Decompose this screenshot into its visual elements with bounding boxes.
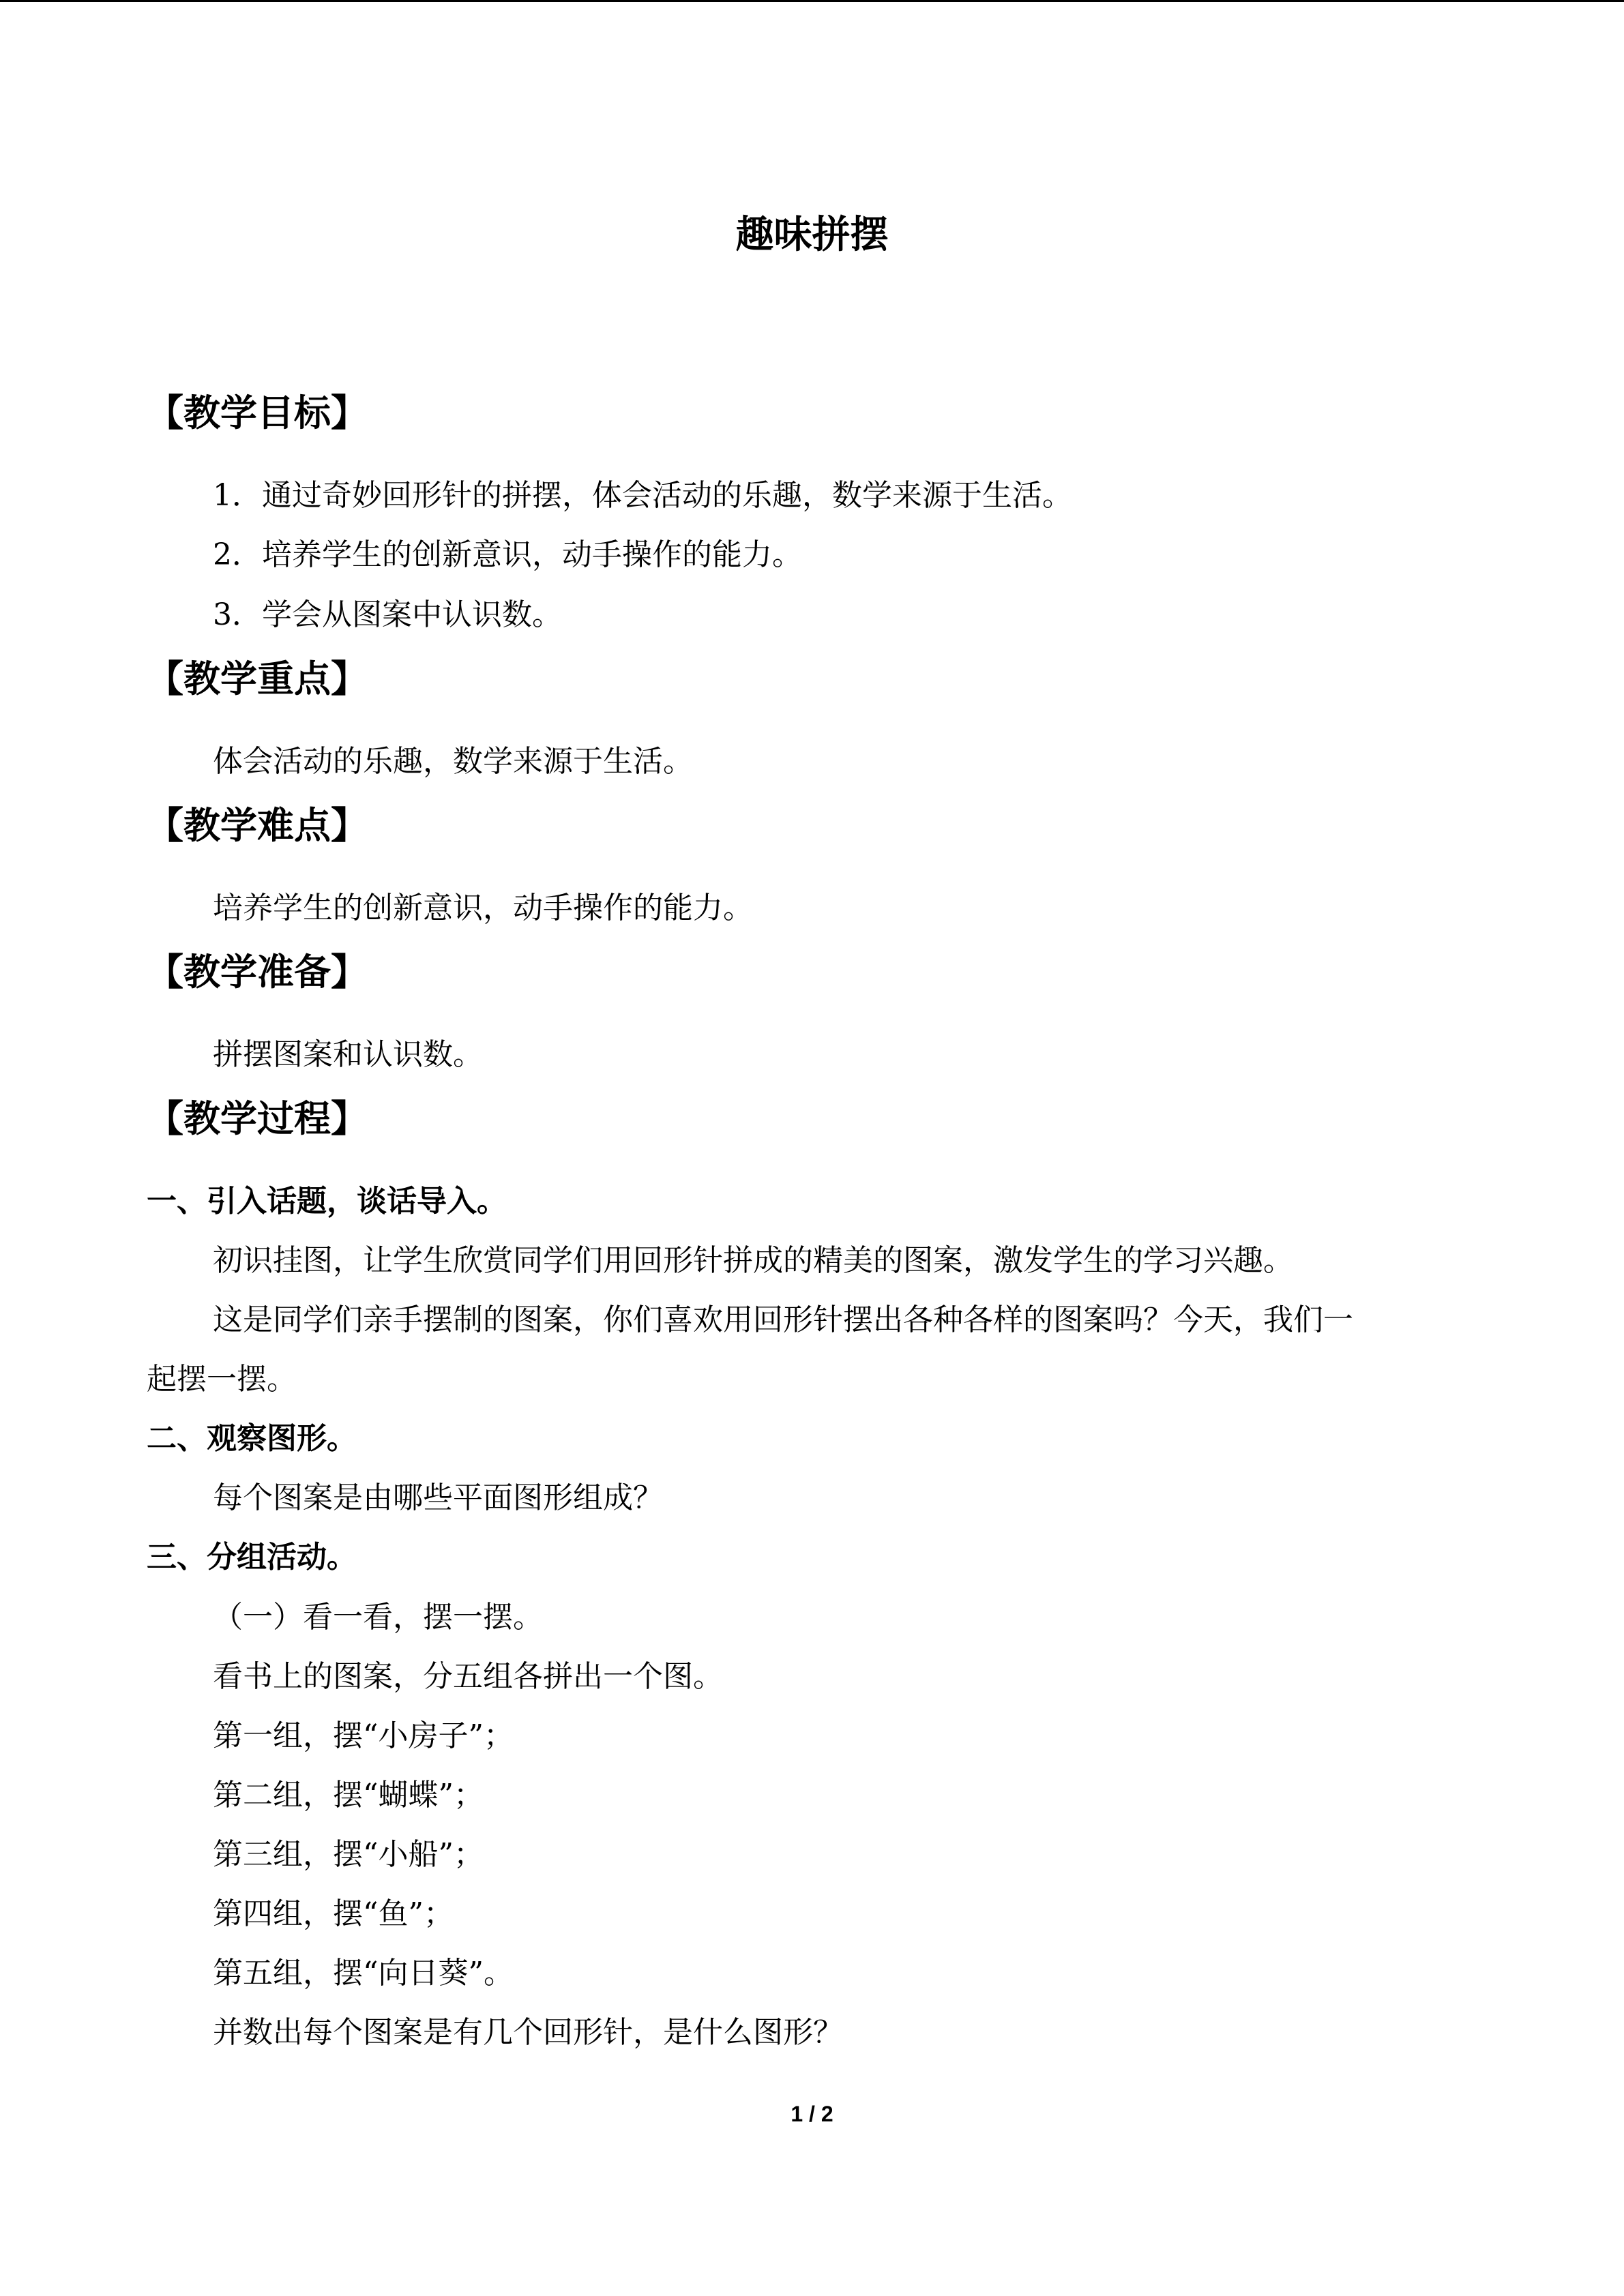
heading-preparation: 【教学准备】: [147, 951, 368, 994]
process-part2-paragraph: 每个图案是由哪些平面图形组成？: [213, 1480, 663, 1515]
heading-key-points: 【教学重点】: [147, 657, 368, 700]
process-part1-paragraph-2-cont: 起摆一摆。: [147, 1362, 297, 1397]
page-indicator: 1 / 2: [791, 2102, 833, 2126]
key-points-text: 体会活动的乐趣，数学来源于生活。: [213, 744, 693, 779]
heading-process: 【教学过程】: [147, 1097, 368, 1140]
objective-item-2: 2．培养学生的创新意识，动手操作的能力。: [213, 537, 802, 572]
process-part1-paragraph-2: 这是同学们亲手摆制的图案，你们喜欢用回形针摆出各种各样的图案吗？今天，我们一: [213, 1302, 1353, 1337]
process-part3-paragraph-2: 并数出每个图案是有几个回形针，是什么图形？: [213, 2015, 843, 2050]
process-part3-paragraph-1: 看书上的图案，分五组各拼出一个图。: [213, 1659, 723, 1694]
objective-item-1: 1．通过奇妙回形针的拼摆，体会活动的乐趣，数学来源于生活。: [213, 478, 1072, 513]
group-item-3: 第三组，摆“小船”；: [213, 1837, 484, 1872]
process-part1-heading: 一、引入话题，谈话导入。: [147, 1184, 507, 1219]
process-part2-heading: 二、观察图形。: [147, 1421, 357, 1456]
group-item-1: 第一组，摆“小房子”；: [213, 1718, 514, 1753]
group-item-2: 第二组，摆“蝴蝶”；: [213, 1778, 484, 1813]
group-item-4: 第四组，摆“鱼”；: [213, 1896, 454, 1931]
group-item-5: 第五组，摆“向日葵”。: [213, 1956, 514, 1991]
heading-objectives: 【教学目标】: [147, 391, 368, 434]
objective-item-3: 3．学会从图案中认识数。: [213, 597, 562, 632]
process-part3-subheading: （一）看一看，摆一摆。: [213, 1600, 543, 1635]
difficulties-text: 培养学生的创新意识，动手操作的能力。: [213, 891, 753, 925]
preparation-text: 拼摆图案和认识数。: [213, 1037, 483, 1072]
process-part1-paragraph-1: 初识挂图，让学生欣赏同学们用回形针拼成的精美的图案，激发学生的学习兴趣。: [213, 1243, 1293, 1278]
heading-difficulties: 【教学难点】: [147, 804, 368, 847]
process-part3-heading: 三、分组活动。: [147, 1540, 357, 1575]
top-border-line: [0, 0, 1624, 2]
document-title: 趣味拼摆: [735, 213, 889, 257]
